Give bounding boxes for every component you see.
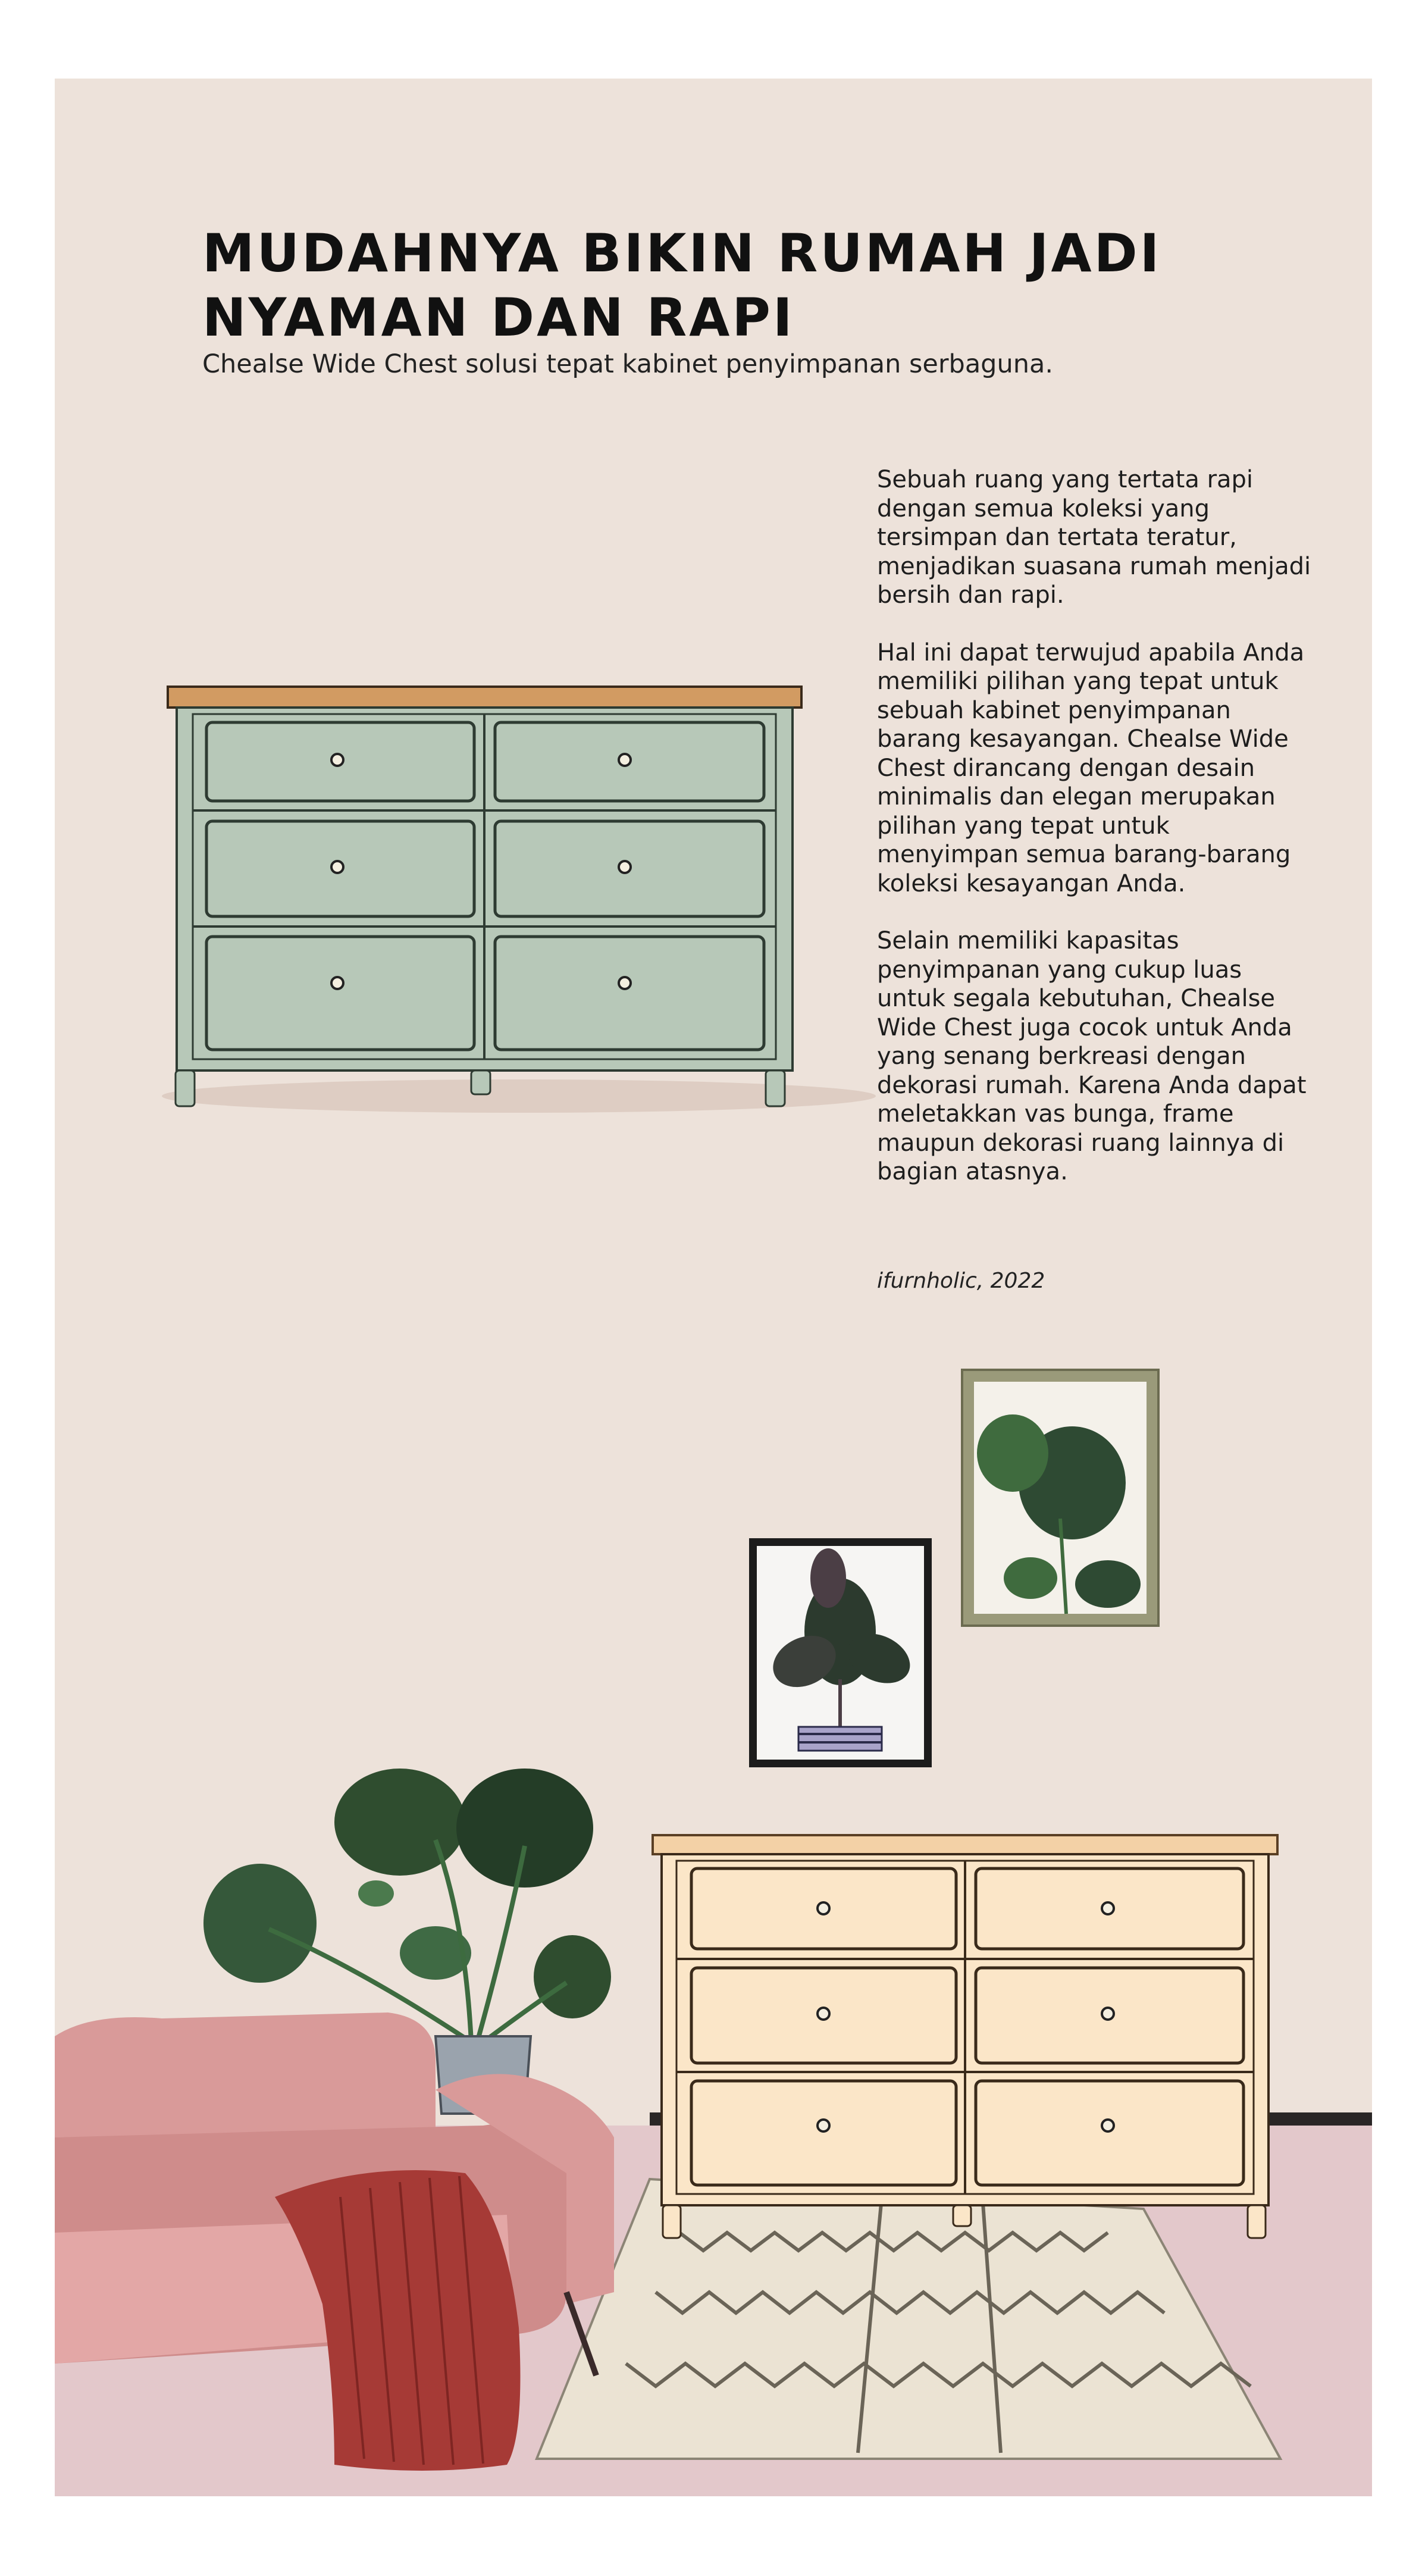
page-subtitle: Chealse Wide Chest solusi tepat kabinet penyimpanan serbaguna. — [202, 349, 1054, 379]
source-credit: ifurnholic, 2022 — [877, 1269, 1045, 1293]
cream-chest-illustration — [653, 1835, 1277, 2238]
illustration — [55, 79, 1372, 2496]
frame-rubber-plant-illustration — [749, 1538, 932, 1767]
page-title — [202, 221, 1333, 350]
article-body — [877, 465, 1317, 1215]
article-paragraph-3: Selain memiliki kapasitas penyimpanan yang cukup luas untuk segala kebutuhan, Chealse Wide Chest juga cocok untuk Anda yang senang berkreasi dengan dekorasi rumah. Karena Anda dapat meletakkan vas bunga, frame maupun dekorasi ruang lainnya di bagian atasnya. — [877, 927, 1307, 1185]
page-title-line-1: MUDAHNYA BIKIN RUMAH JADI — [202, 223, 1162, 284]
frame-monstera-illustration — [962, 1370, 1158, 1626]
article-paragraph-2: Hal ini dapat terwujud apabila Anda memiliki pilihan yang tepat untuk sebuah kabinet penyimpanan barang kesayangan. Chealse Wide Chest dirancang dengan desain minimalis dan elegan merupakan pilihan yang tepat untuk menyimpan semua barang-barang koleksi kesayangan Anda. — [877, 638, 1305, 897]
green-chest-illustration — [162, 687, 876, 1113]
article-paragraph-1: Sebuah ruang yang tertata rapi dengan semua koleksi yang tersimpan dan tertata teratur, menjadikan suasana rumah menjadi bersih dan rapi. — [877, 466, 1311, 609]
page-title-line-2: NYAMAN DAN RAPI — [202, 287, 795, 348]
poster — [55, 79, 1372, 2496]
